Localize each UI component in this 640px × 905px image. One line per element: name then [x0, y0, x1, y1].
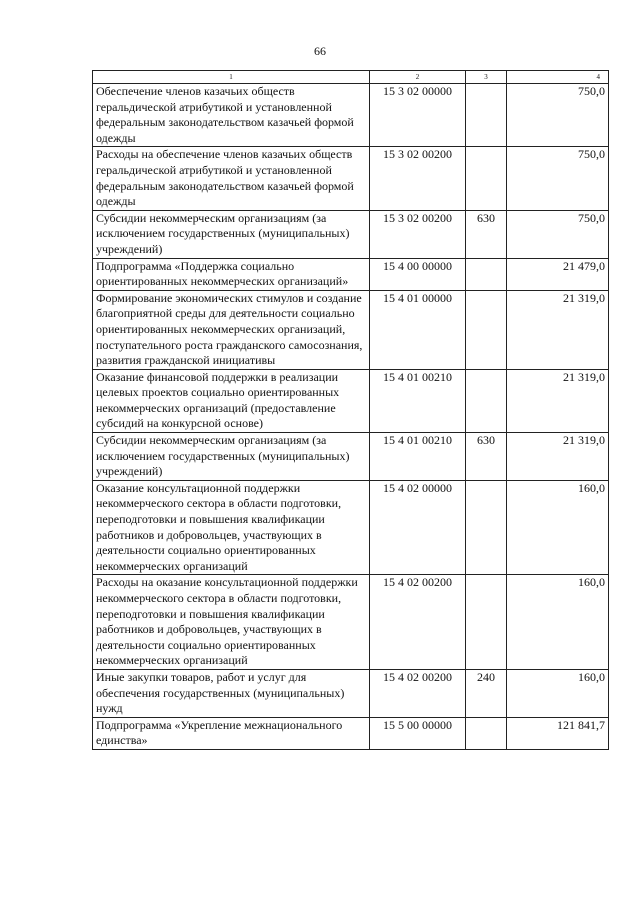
row-code: 15 3 02 00000 — [370, 84, 466, 147]
row-sum: 750,0 — [507, 147, 609, 210]
row-name: Иные закупки товаров, работ и услуг для обеспечения государственных (муниципальных) нужд — [93, 669, 370, 717]
row-code: 15 4 02 00200 — [370, 575, 466, 670]
row-sum: 750,0 — [507, 84, 609, 147]
row-name: Субсидии некоммерческим организациям (за исключением государственных (муниципальных) учреждений) — [93, 210, 370, 258]
budget-table — [92, 70, 609, 750]
row-type: 240 — [466, 669, 507, 717]
row-type — [466, 717, 507, 749]
table-row — [93, 290, 609, 369]
row-name: Субсидии некоммерческим организациям (за исключением государственных (муниципальных) учреждений) — [93, 433, 370, 481]
table-row — [93, 717, 609, 749]
row-type — [466, 84, 507, 147]
row-sum: 21 319,0 — [507, 290, 609, 369]
table-row — [93, 669, 609, 717]
row-code: 15 4 02 00000 — [370, 480, 466, 575]
row-type — [466, 575, 507, 670]
header-col-1: 1 — [93, 71, 370, 84]
row-name: Подпрограмма «Поддержка социально ориентированных некоммерческих организаций» — [93, 258, 370, 290]
table-row — [93, 84, 609, 147]
row-name: Оказание финансовой поддержки в реализации целевых проектов социально ориентированных некоммерческих организаций (предоставление субсидий на конкурсной основе) — [93, 369, 370, 432]
row-type — [466, 147, 507, 210]
row-type — [466, 290, 507, 369]
row-code: 15 4 01 00210 — [370, 369, 466, 432]
table-row — [93, 147, 609, 210]
row-sum: 121 841,7 — [507, 717, 609, 749]
row-code: 15 3 02 00200 — [370, 210, 466, 258]
row-sum: 160,0 — [507, 669, 609, 717]
row-name: Расходы на оказание консультационной поддержки некоммерческого сектора в области подготовки, переподготовки и повышения квалификации работников и добровольцев, участвующих в деятельности социально ориентированных некоммерческих организаций — [93, 575, 370, 670]
header-col-3: 3 — [466, 71, 507, 84]
table-row — [93, 433, 609, 481]
table-row — [93, 575, 609, 670]
row-code: 15 3 02 00200 — [370, 147, 466, 210]
row-type — [466, 369, 507, 432]
row-sum: 160,0 — [507, 575, 609, 670]
row-name: Расходы на обеспечение членов казачьих обществ геральдической атрибутикой и установленной федеральным законодательством казачьей формой одежды — [93, 147, 370, 210]
table-row — [93, 258, 609, 290]
row-type: 630 — [466, 433, 507, 481]
header-col-4: 4 — [507, 71, 609, 84]
table-row — [93, 480, 609, 575]
row-type — [466, 258, 507, 290]
row-name: Подпрограмма «Укрепление межнационального единства» — [93, 717, 370, 749]
row-name: Оказание консультационной поддержки некоммерческого сектора в области подготовки, переподготовки и повышения квалификации работников и добровольцев, участвующих в деятельности социально ориентированных некоммерческих организаций — [93, 480, 370, 575]
row-sum: 21 479,0 — [507, 258, 609, 290]
table-row — [93, 369, 609, 432]
row-type — [466, 480, 507, 575]
row-sum: 750,0 — [507, 210, 609, 258]
page-number: 66 — [314, 44, 326, 58]
header-col-2: 2 — [370, 71, 466, 84]
row-type: 630 — [466, 210, 507, 258]
table-header-row — [93, 71, 609, 84]
row-code: 15 4 00 00000 — [370, 258, 466, 290]
row-code: 15 4 01 00000 — [370, 290, 466, 369]
table-row — [93, 210, 609, 258]
row-code: 15 4 01 00210 — [370, 433, 466, 481]
row-name: Обеспечение членов казачьих обществ геральдической атрибутикой и установленной федеральным законодательством казачьей формой одежды — [93, 84, 370, 147]
row-sum: 21 319,0 — [507, 433, 609, 481]
row-sum: 21 319,0 — [507, 369, 609, 432]
row-name: Формирование экономических стимулов и создание благоприятной среды для деятельности социально ориентированных некоммерческих организаций, поступательного роста гражданского самосознания, развития гражданской инициативы — [93, 290, 370, 369]
row-code: 15 4 02 00200 — [370, 669, 466, 717]
row-sum: 160,0 — [507, 480, 609, 575]
row-code: 15 5 00 00000 — [370, 717, 466, 749]
